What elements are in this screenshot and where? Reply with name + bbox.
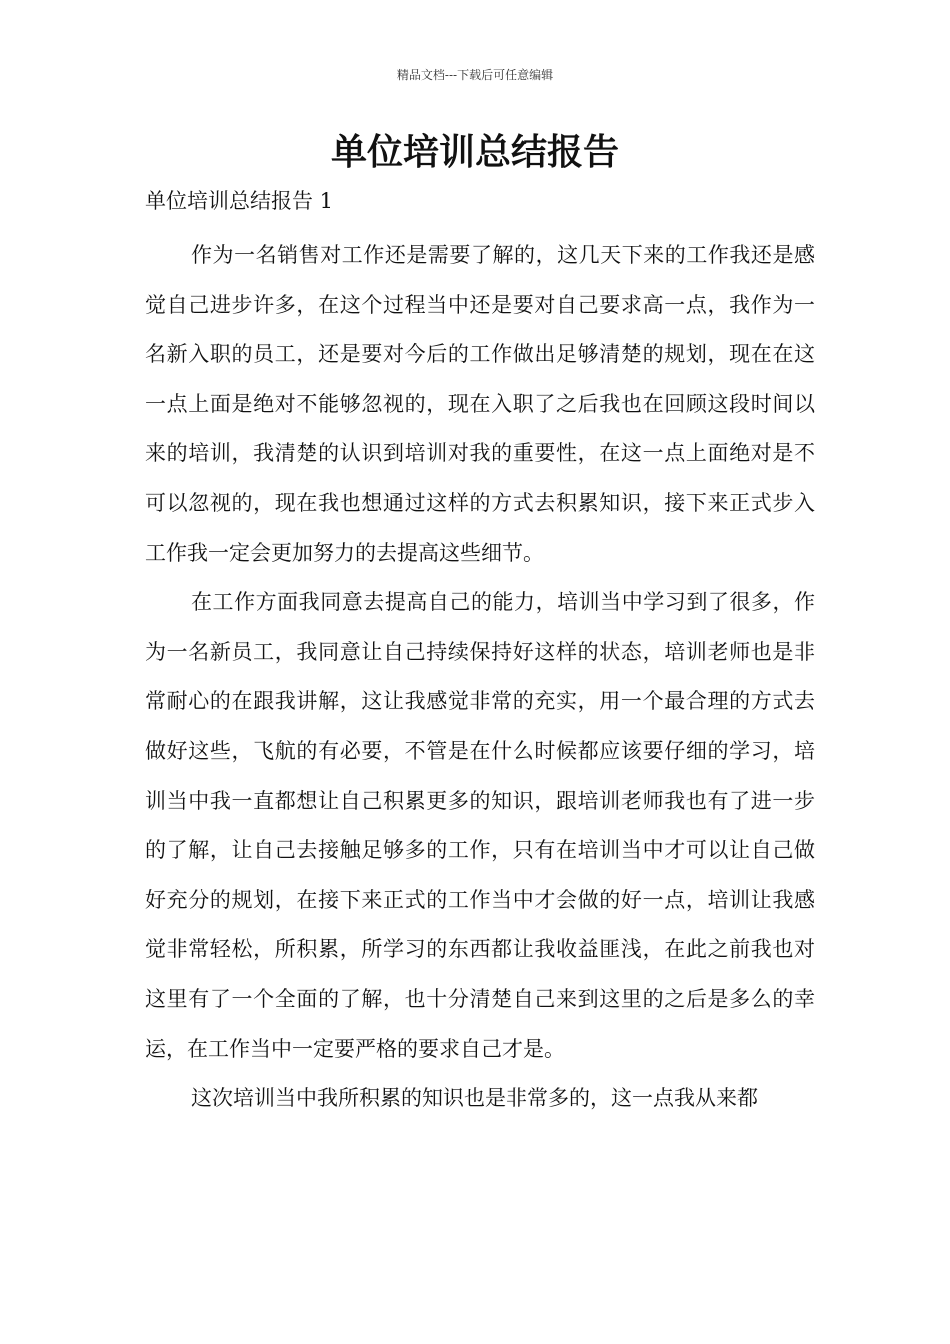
header-note: 精品文档---下载后可任意编辑 <box>396 68 554 82</box>
document-body <box>145 231 815 1124</box>
document-title: 单位培训总结报告 <box>330 132 619 173</box>
document-subtitle: 单位培训总结报告 1 <box>145 189 334 213</box>
paragraph-3: 这次培训当中我所积累的知识也是非常多的，这一点我从来都 <box>191 1086 758 1111</box>
paragraph-1: 作为一名销售对工作还是需要了解的，这几天下来的工作我还是感觉自己进步许多，在这个过程当中还是要对自己要求高一点，我作为一名新入职的员工，还是要对今后的工作做出足够清楚的规划，现在在这一点上面是绝对不能够忽视的，现在入职了之后我也在回顾这段时间以来的培训，我清楚的认识到培训对我的重要性，在这一点上面绝对是不可以忽视的，现在我也想通过这样的方式去积累知识，接下来正式步入工作我一定会更加努力的去提高这些细节。 <box>145 243 815 565</box>
paragraph-2: 在工作方面我同意去提高自己的能力，培训当中学习到了很多，作为一名新员工，我同意让自己持续保持好这样的状态，培训老师也是非常耐心的在跟我讲解，这让我感觉非常的充实，用一个最合理的方式去做好这些，飞航的有必要，不管是在什么时候都应该要仔细的学习，培训当中我一直都想让自己积累更多的知识，跟培训老师我也有了进一步的了解，让自己去接触足够多的工作，只有在培训当中才可以让自己做好充分的规划，在接下来正式的工作当中才会做的好一点，培训让我感觉非常轻松，所积累，所学习的东西都让我收益匪浅，在此之前我也对这里有了一个全面的了解，也十分清楚自己来到这里的之后是多么的幸运，在工作当中一定要严格的要求自己才是。 <box>145 590 815 1061</box>
